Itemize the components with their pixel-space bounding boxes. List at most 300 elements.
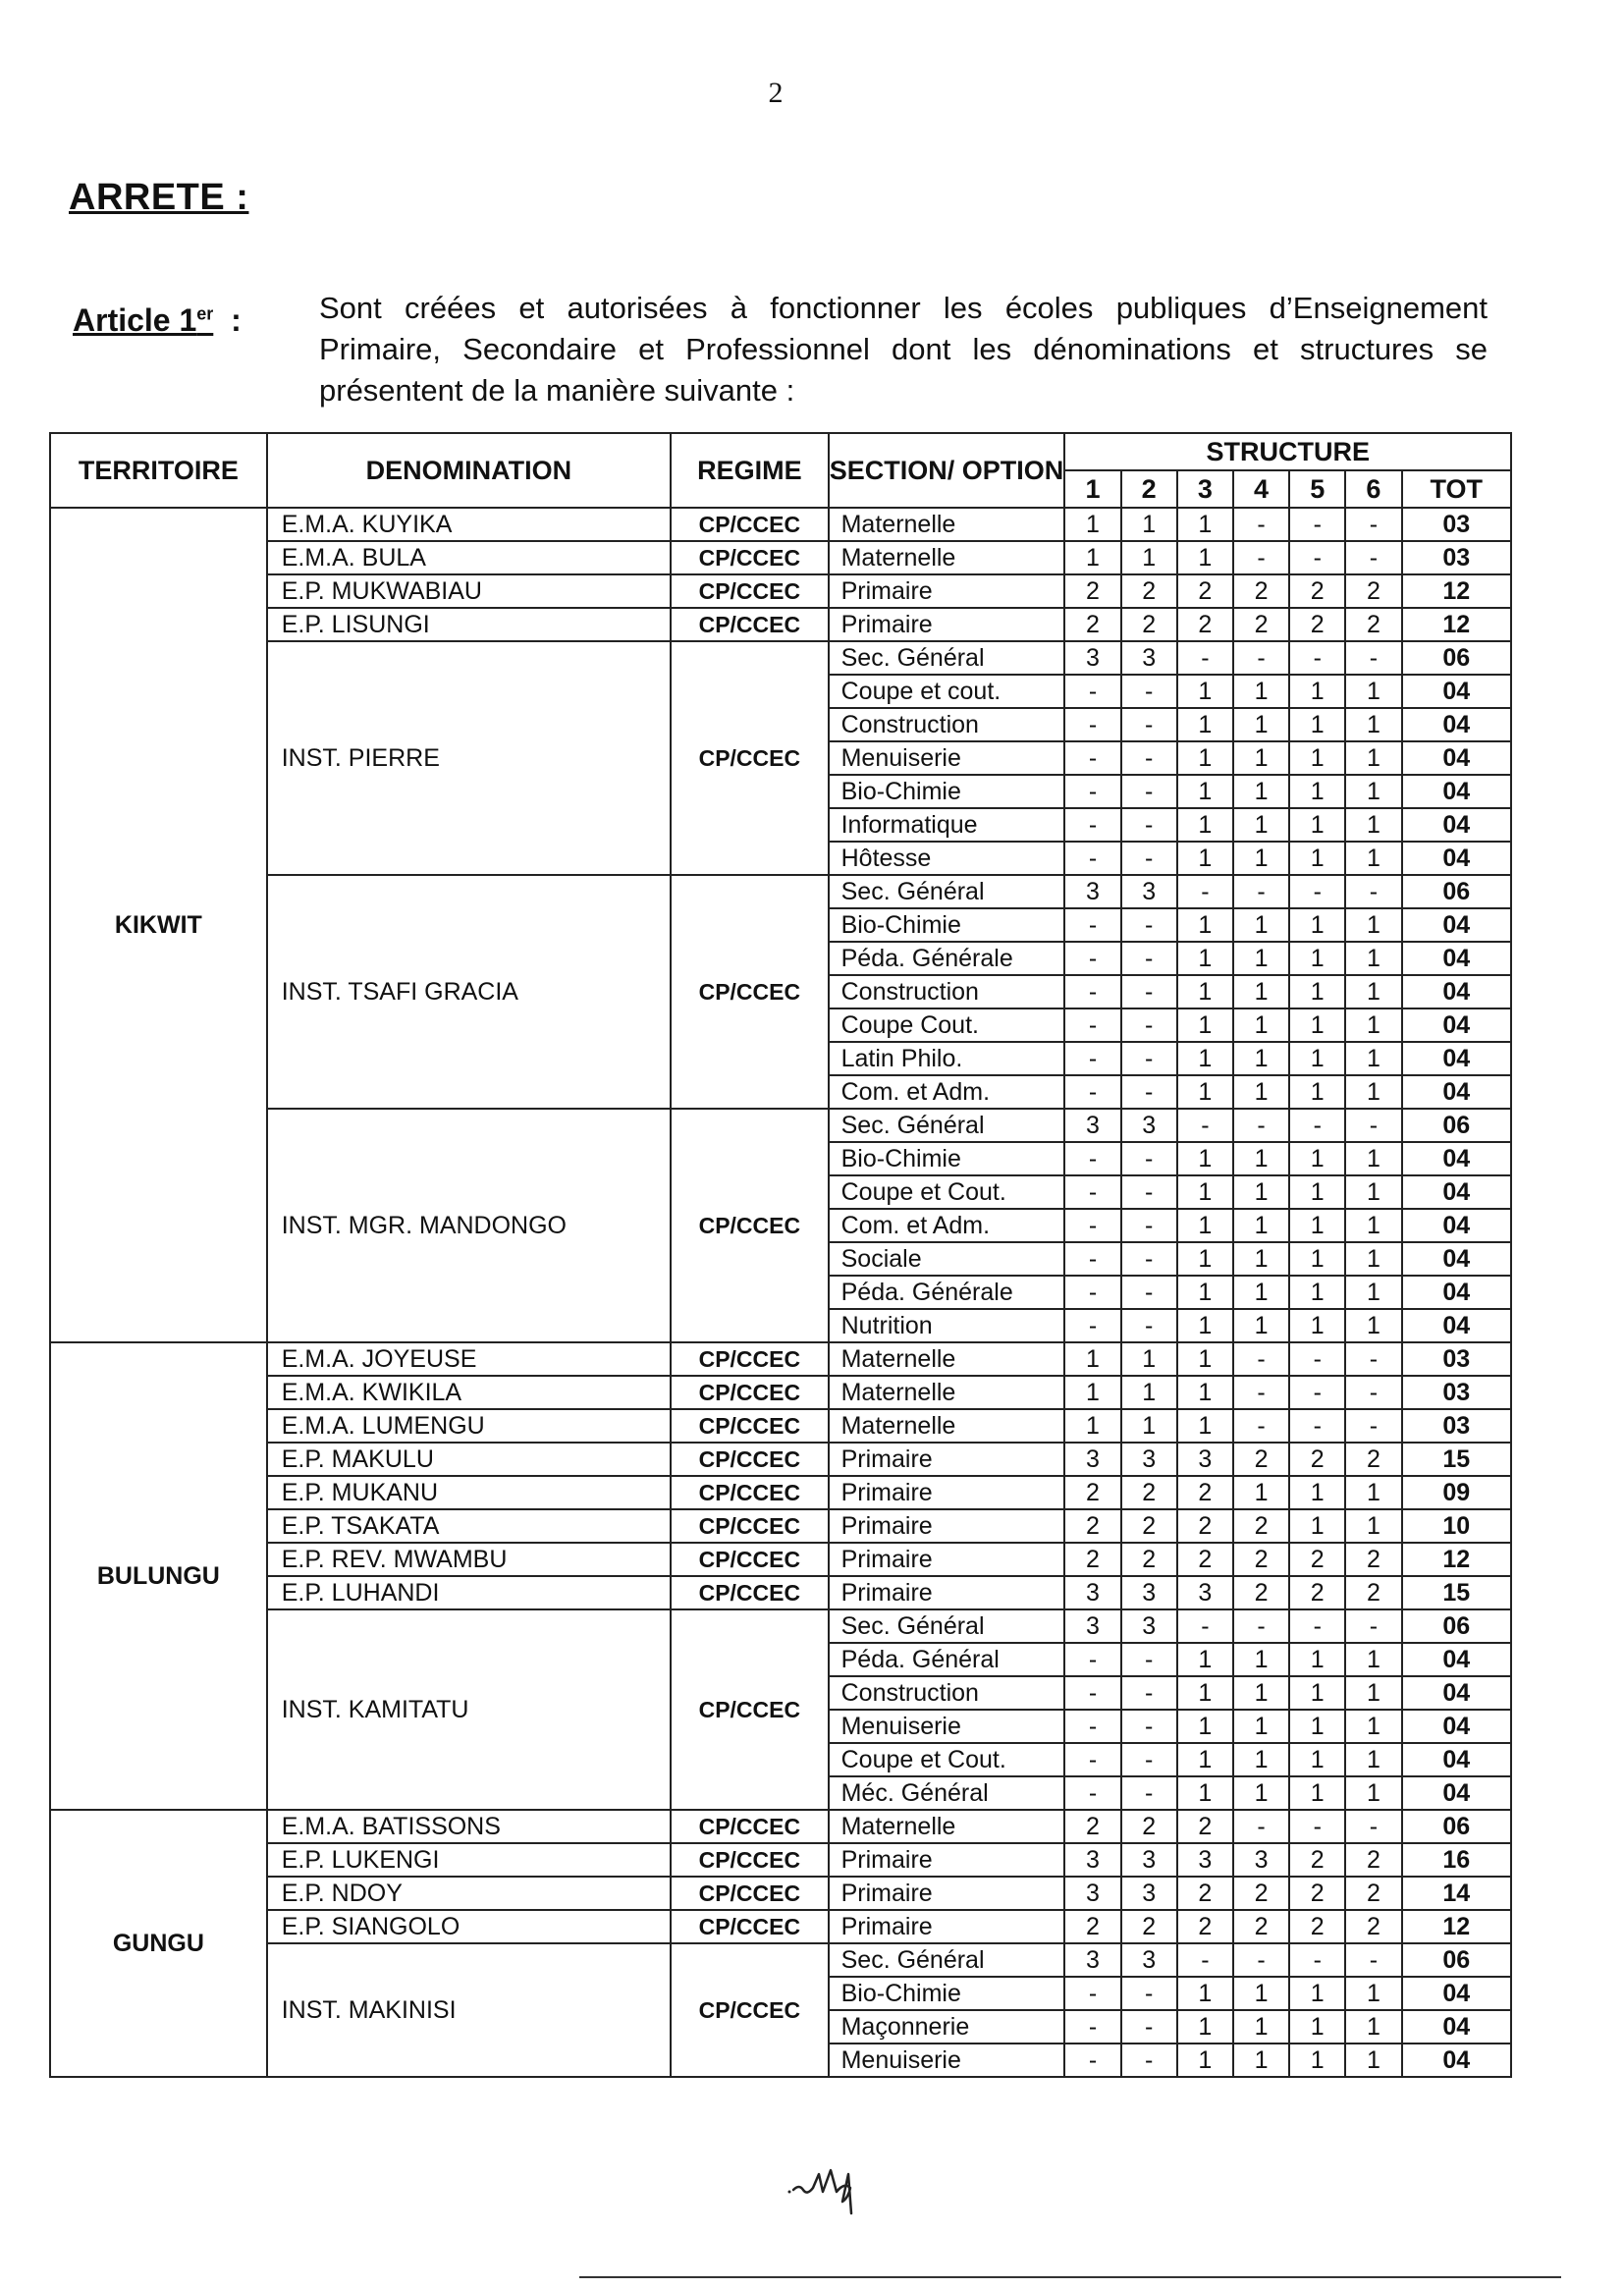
section-option-cell: Coupe et Cout. [829,1743,1065,1776]
structure-cell-1: - [1064,741,1120,775]
section-option-cell: Sec. Général [829,875,1065,908]
total-cell: 12 [1402,1543,1511,1576]
structure-cell-3: 1 [1177,1008,1233,1042]
structure-cell-3: - [1177,875,1233,908]
structure-cell-1: 2 [1064,574,1120,608]
structure-cell-3: 1 [1177,808,1233,842]
regime-cell: CP/CCEC [671,641,829,875]
structure-cell-1: - [1064,1242,1120,1276]
regime-cell: CP/CCEC [671,1810,829,1843]
structure-cell-5: 1 [1289,2010,1345,2044]
structure-cell-3: 2 [1177,1543,1233,1576]
table-row [50,1910,1511,1943]
section-option-cell: Maternelle [829,1376,1065,1409]
section-option-cell: Maternelle [829,541,1065,574]
section-option-cell: Coupe et cout. [829,675,1065,708]
structure-cell-5: 1 [1289,1309,1345,1342]
structure-cell-6: 1 [1345,1209,1401,1242]
structure-cell-2: 3 [1121,1109,1177,1142]
structure-cell-2: 1 [1121,1376,1177,1409]
structure-cell-3: 3 [1177,1843,1233,1877]
table-row [50,1843,1511,1877]
structure-cell-1: - [1064,1977,1120,2010]
structure-cell-3: 2 [1177,1877,1233,1910]
total-cell: 04 [1402,1309,1511,1342]
total-cell: 04 [1402,942,1511,975]
header-col-6: 6 [1345,470,1401,508]
denomination-cell: E.M.A. KUYIKA [267,508,671,541]
table-row [50,1576,1511,1609]
structure-cell-2: - [1121,975,1177,1008]
structure-cell-1: 2 [1064,1509,1120,1543]
structure-cell-4: - [1233,1342,1289,1376]
section-option-cell: Menuiserie [829,1710,1065,1743]
table-row [50,608,1511,641]
structure-cell-4: 1 [1233,1175,1289,1209]
structure-cell-3: 1 [1177,1242,1233,1276]
structure-cell-1: 1 [1064,1376,1120,1409]
structure-cell-6: 1 [1345,1309,1401,1342]
structure-cell-2: - [1121,1977,1177,2010]
article-label-text: Article 1 [73,302,197,338]
total-cell: 04 [1402,775,1511,808]
structure-cell-4: 1 [1233,1008,1289,1042]
structure-cell-6: 2 [1345,1910,1401,1943]
structure-cell-6: 2 [1345,1576,1401,1609]
structure-cell-6: - [1345,1109,1401,1142]
structure-cell-3: 1 [1177,708,1233,741]
structure-cell-5: - [1289,508,1345,541]
regime-cell: CP/CCEC [671,1509,829,1543]
structure-cell-6: 1 [1345,842,1401,875]
structure-cell-2: - [1121,1175,1177,1209]
section-option-cell: Primaire [829,1576,1065,1609]
structure-cell-1: - [1064,1008,1120,1042]
structure-cell-1: - [1064,1743,1120,1776]
section-option-cell: Nutrition [829,1309,1065,1342]
structure-cell-4: 1 [1233,675,1289,708]
structure-cell-6: 1 [1345,708,1401,741]
structure-cell-3: 1 [1177,675,1233,708]
structure-cell-6: - [1345,1342,1401,1376]
structure-cell-3: 3 [1177,1443,1233,1476]
denomination-cell: E.M.A. KWIKILA [267,1376,671,1409]
total-cell: 03 [1402,1376,1511,1409]
structure-cell-4: 2 [1233,1877,1289,1910]
structure-cell-1: - [1064,775,1120,808]
structure-cell-6: 1 [1345,942,1401,975]
structure-cell-2: 3 [1121,1843,1177,1877]
denomination-cell: E.P. REV. MWAMBU [267,1543,671,1576]
header-col-4: 4 [1233,470,1289,508]
section-option-cell: Construction [829,1676,1065,1710]
structure-cell-5: - [1289,1810,1345,1843]
structure-cell-3: 2 [1177,1509,1233,1543]
structure-cell-3: 1 [1177,842,1233,875]
structure-cell-4: - [1233,1810,1289,1843]
total-cell: 10 [1402,1509,1511,1543]
denomination-cell: E.P. LUHANDI [267,1576,671,1609]
denomination-cell: E.P. NDOY [267,1877,671,1910]
structure-cell-4: 3 [1233,1843,1289,1877]
signature [785,2153,893,2226]
structure-cell-4: - [1233,641,1289,675]
total-cell: 04 [1402,2010,1511,2044]
schools-table [49,432,1512,2078]
structure-cell-2: 2 [1121,1910,1177,1943]
structure-cell-4: 1 [1233,975,1289,1008]
structure-cell-6: 1 [1345,775,1401,808]
structure-cell-6: 2 [1345,1877,1401,1910]
structure-cell-2: 3 [1121,875,1177,908]
structure-cell-5: 1 [1289,1776,1345,1810]
structure-cell-2: 2 [1121,1543,1177,1576]
section-option-cell: Primaire [829,608,1065,641]
section-option-cell: Coupe Cout. [829,1008,1065,1042]
structure-cell-2: - [1121,1142,1177,1175]
structure-cell-1: 1 [1064,1342,1120,1376]
structure-cell-6: 1 [1345,741,1401,775]
structure-cell-6: - [1345,1943,1401,1977]
structure-cell-3: 1 [1177,741,1233,775]
section-option-cell: Bio-Chimie [829,1142,1065,1175]
structure-cell-3: - [1177,1109,1233,1142]
structure-cell-2: 1 [1121,1342,1177,1376]
structure-cell-5: 1 [1289,2044,1345,2077]
structure-cell-5: 1 [1289,1276,1345,1309]
structure-cell-4: 1 [1233,942,1289,975]
structure-cell-6: 1 [1345,1276,1401,1309]
structure-cell-3: 1 [1177,2010,1233,2044]
total-cell: 12 [1402,608,1511,641]
structure-cell-3: 2 [1177,1476,1233,1509]
denomination-cell: INST. MAKINISI [267,1943,671,2077]
denomination-cell: E.P. LUKENGI [267,1843,671,1877]
header-territoire: TERRITOIRE [50,433,267,508]
structure-cell-4: 1 [1233,908,1289,942]
structure-cell-6: 1 [1345,1242,1401,1276]
structure-cell-3: 1 [1177,1977,1233,2010]
section-option-cell: Construction [829,975,1065,1008]
total-cell: 04 [1402,1743,1511,1776]
structure-cell-1: - [1064,1643,1120,1676]
total-cell: 04 [1402,1276,1511,1309]
structure-cell-2: - [1121,741,1177,775]
total-cell: 04 [1402,908,1511,942]
structure-cell-5: 1 [1289,1509,1345,1543]
structure-cell-4: 1 [1233,1476,1289,1509]
structure-cell-5: 1 [1289,708,1345,741]
structure-cell-4: 1 [1233,1276,1289,1309]
structure-cell-3: 1 [1177,1776,1233,1810]
structure-cell-4: 1 [1233,741,1289,775]
table-row [50,1409,1511,1443]
structure-cell-2: - [1121,1242,1177,1276]
regime-cell: CP/CCEC [671,1443,829,1476]
total-cell: 04 [1402,1175,1511,1209]
structure-cell-5: 2 [1289,1443,1345,1476]
structure-cell-4: - [1233,875,1289,908]
structure-cell-1: 3 [1064,1943,1120,1977]
header-section-option: SECTION/ OPTION [829,433,1065,508]
section-option-cell: Primaire [829,1843,1065,1877]
header-regime: REGIME [671,433,829,508]
total-cell: 14 [1402,1877,1511,1910]
section-option-cell: Bio-Chimie [829,1977,1065,2010]
structure-cell-5: - [1289,1109,1345,1142]
structure-cell-6: 1 [1345,1977,1401,2010]
structure-cell-6: 1 [1345,1676,1401,1710]
structure-cell-1: - [1064,842,1120,875]
denomination-cell: INST. KAMITATU [267,1609,671,1810]
denomination-cell: INST. MGR. MANDONGO [267,1109,671,1342]
section-option-cell: Informatique [829,808,1065,842]
section-option-cell: Menuiserie [829,741,1065,775]
structure-cell-6: - [1345,1810,1401,1843]
structure-cell-4: 1 [1233,1075,1289,1109]
structure-cell-5: - [1289,1376,1345,1409]
structure-cell-1: 2 [1064,1910,1120,1943]
structure-cell-3: 2 [1177,1810,1233,1843]
structure-cell-4: 1 [1233,1977,1289,2010]
structure-cell-3: 1 [1177,975,1233,1008]
structure-cell-1: - [1064,1042,1120,1075]
structure-cell-5: - [1289,1609,1345,1643]
structure-cell-6: 2 [1345,1543,1401,1576]
structure-cell-6: 2 [1345,1443,1401,1476]
regime-cell: CP/CCEC [671,1109,829,1342]
structure-cell-3: 1 [1177,1276,1233,1309]
structure-cell-6: 1 [1345,975,1401,1008]
structure-cell-2: - [1121,808,1177,842]
denomination-cell: E.M.A. JOYEUSE [267,1342,671,1376]
regime-cell: CP/CCEC [671,1342,829,1376]
structure-cell-1: - [1064,1710,1120,1743]
table-row [50,1877,1511,1910]
structure-cell-6: - [1345,875,1401,908]
structure-cell-3: 1 [1177,1409,1233,1443]
structure-cell-2: 1 [1121,508,1177,541]
table-row [50,508,1511,541]
structure-cell-4: 1 [1233,1710,1289,1743]
structure-cell-1: - [1064,1276,1120,1309]
header-col-2: 2 [1121,470,1177,508]
structure-cell-5: 1 [1289,775,1345,808]
structure-cell-2: - [1121,675,1177,708]
structure-cell-4: - [1233,1409,1289,1443]
structure-cell-2: - [1121,2010,1177,2044]
total-cell: 03 [1402,541,1511,574]
territory-cell: BULUNGU [50,1342,267,1810]
structure-cell-2: - [1121,1743,1177,1776]
structure-cell-3: 1 [1177,1710,1233,1743]
total-cell: 09 [1402,1476,1511,1509]
section-option-cell: Com. et Adm. [829,1075,1065,1109]
structure-cell-1: 1 [1064,508,1120,541]
section-option-cell: Sociale [829,1242,1065,1276]
section-option-cell: Sec. Général [829,1609,1065,1643]
total-cell: 04 [1402,1242,1511,1276]
structure-cell-5: 1 [1289,1042,1345,1075]
article-colon: : [231,302,242,338]
structure-cell-5: 1 [1289,1643,1345,1676]
structure-cell-5: 1 [1289,1977,1345,2010]
section-option-cell: Primaire [829,1877,1065,1910]
table-row [50,1810,1511,1843]
structure-cell-5: - [1289,875,1345,908]
structure-cell-4: - [1233,1609,1289,1643]
structure-cell-4: 2 [1233,574,1289,608]
total-cell: 04 [1402,808,1511,842]
structure-cell-5: - [1289,641,1345,675]
total-cell: 04 [1402,1042,1511,1075]
territory-cell: KIKWIT [50,508,267,1342]
structure-cell-4: 2 [1233,1509,1289,1543]
structure-cell-4: 2 [1233,1910,1289,1943]
structure-cell-5: - [1289,1943,1345,1977]
regime-cell: CP/CCEC [671,1609,829,1810]
structure-cell-2: 3 [1121,1943,1177,1977]
structure-cell-3: 1 [1177,1743,1233,1776]
structure-cell-4: 1 [1233,708,1289,741]
structure-cell-1: - [1064,908,1120,942]
structure-cell-3: 2 [1177,1910,1233,1943]
structure-cell-3: 2 [1177,574,1233,608]
structure-cell-2: - [1121,1042,1177,1075]
structure-cell-1: 3 [1064,1843,1120,1877]
structure-cell-3: 1 [1177,775,1233,808]
structure-cell-5: - [1289,1409,1345,1443]
total-cell: 04 [1402,1710,1511,1743]
structure-cell-1: 2 [1064,1810,1120,1843]
structure-cell-6: 1 [1345,1776,1401,1810]
total-cell: 04 [1402,708,1511,741]
structure-cell-3: 1 [1177,2044,1233,2077]
structure-cell-1: - [1064,2044,1120,2077]
structure-cell-3: 1 [1177,1309,1233,1342]
structure-cell-2: - [1121,1776,1177,1810]
structure-cell-3: 1 [1177,1142,1233,1175]
table-row [50,1609,1511,1643]
structure-cell-2: 3 [1121,1877,1177,1910]
structure-cell-2: - [1121,1075,1177,1109]
structure-cell-6: 2 [1345,574,1401,608]
section-option-cell: Péda. Générale [829,1276,1065,1309]
structure-cell-1: 1 [1064,541,1120,574]
structure-cell-5: 1 [1289,1710,1345,1743]
structure-cell-2: - [1121,1676,1177,1710]
structure-cell-4: 1 [1233,842,1289,875]
structure-cell-5: 1 [1289,1075,1345,1109]
structure-cell-6: 1 [1345,1175,1401,1209]
denomination-cell: INST. TSAFI GRACIA [267,875,671,1109]
section-option-cell: Com. et Adm. [829,1209,1065,1242]
structure-cell-5: 2 [1289,608,1345,641]
arrete-heading: ARRETE : [69,177,249,218]
structure-cell-1: - [1064,1776,1120,1810]
structure-cell-1: - [1064,1209,1120,1242]
structure-cell-5: 2 [1289,574,1345,608]
header-denomination: DENOMINATION [267,433,671,508]
structure-cell-1: - [1064,2010,1120,2044]
structure-cell-4: 1 [1233,1209,1289,1242]
table-row [50,1543,1511,1576]
total-cell: 04 [1402,1209,1511,1242]
structure-cell-3: 2 [1177,608,1233,641]
structure-cell-4: - [1233,1109,1289,1142]
total-cell: 04 [1402,842,1511,875]
regime-cell: CP/CCEC [671,1877,829,1910]
structure-cell-6: 1 [1345,675,1401,708]
regime-cell: CP/CCEC [671,1943,829,2077]
total-cell: 03 [1402,508,1511,541]
structure-cell-3: 1 [1177,1676,1233,1710]
structure-cell-4: 1 [1233,1142,1289,1175]
structure-cell-4: 1 [1233,1776,1289,1810]
structure-cell-1: - [1064,975,1120,1008]
header-col-3: 3 [1177,470,1233,508]
structure-cell-6: 1 [1345,808,1401,842]
denomination-cell: E.M.A. BULA [267,541,671,574]
structure-cell-4: 2 [1233,1543,1289,1576]
structure-cell-1: 3 [1064,641,1120,675]
structure-cell-1: 2 [1064,1543,1120,1576]
structure-cell-1: - [1064,1676,1120,1710]
structure-cell-5: 1 [1289,1175,1345,1209]
structure-cell-6: 1 [1345,908,1401,942]
structure-cell-2: - [1121,908,1177,942]
regime-cell: CP/CCEC [671,1543,829,1576]
footer-rule [579,2276,1561,2278]
structure-cell-5: - [1289,541,1345,574]
structure-cell-3: 1 [1177,942,1233,975]
regime-cell: CP/CCEC [671,1376,829,1409]
total-cell: 06 [1402,641,1511,675]
structure-cell-3: 3 [1177,1576,1233,1609]
structure-cell-5: 2 [1289,1843,1345,1877]
structure-cell-5: 1 [1289,1743,1345,1776]
total-cell: 04 [1402,1142,1511,1175]
total-cell: 06 [1402,1943,1511,1977]
structure-cell-1: - [1064,1309,1120,1342]
header-col-5: 5 [1289,470,1345,508]
structure-cell-1: - [1064,708,1120,741]
structure-cell-5: 1 [1289,741,1345,775]
denomination-cell: INST. PIERRE [267,641,671,875]
structure-cell-2: - [1121,842,1177,875]
structure-cell-4: 1 [1233,2010,1289,2044]
structure-cell-4: 1 [1233,2044,1289,2077]
structure-cell-3: 1 [1177,1175,1233,1209]
structure-cell-6: 1 [1345,1008,1401,1042]
denomination-cell: E.P. MUKANU [267,1476,671,1509]
structure-cell-2: - [1121,942,1177,975]
structure-cell-6: 1 [1345,1743,1401,1776]
structure-cell-6: - [1345,541,1401,574]
section-option-cell: Construction [829,708,1065,741]
territory-cell: GUNGU [50,1810,267,2077]
total-cell: 15 [1402,1443,1511,1476]
section-option-cell: Péda. Général [829,1643,1065,1676]
structure-cell-5: - [1289,1342,1345,1376]
section-option-cell: Méc. Général [829,1776,1065,1810]
header-structure: STRUCTURE [1064,433,1511,470]
table-row [50,1509,1511,1543]
table-row [50,875,1511,908]
section-option-cell: Hôtesse [829,842,1065,875]
structure-cell-2: 3 [1121,1609,1177,1643]
total-cell: 12 [1402,574,1511,608]
